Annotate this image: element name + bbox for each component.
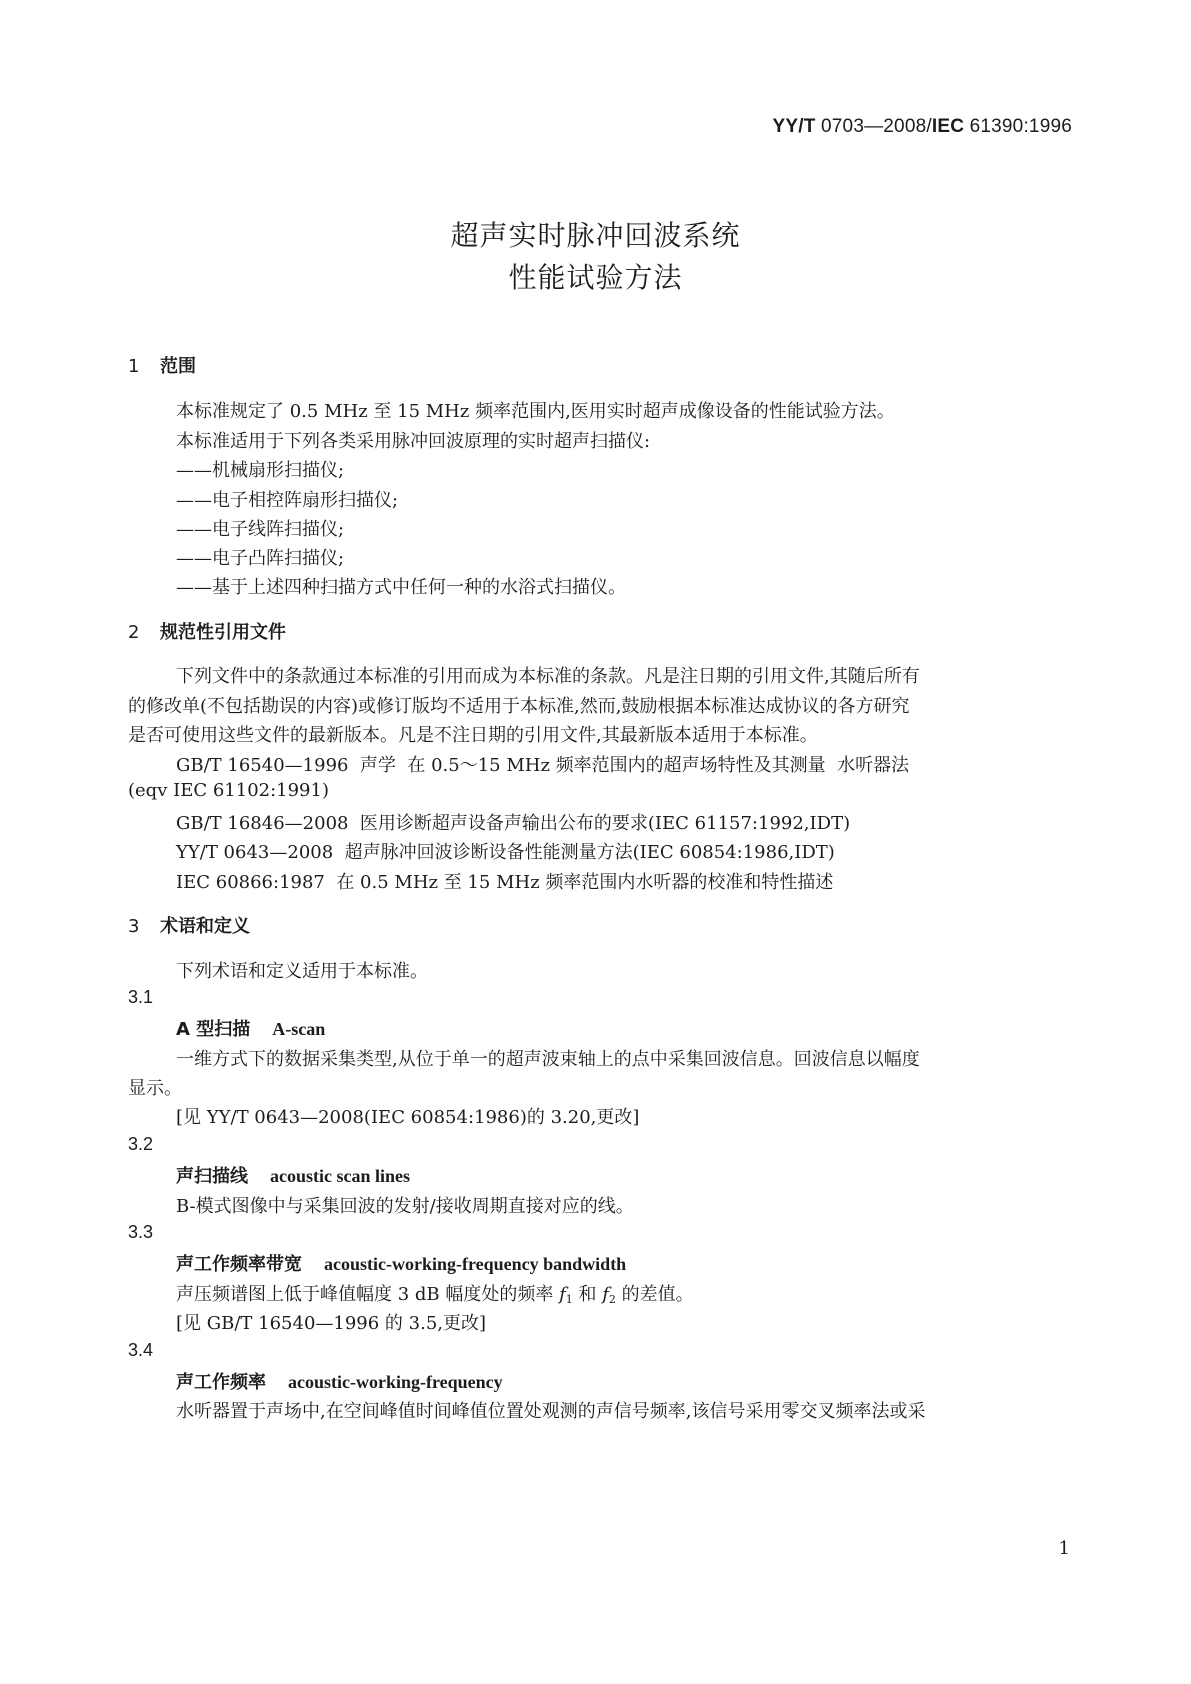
list-item: ——机械扇形扫描仪; xyxy=(176,460,345,481)
reference-entry-continuation: (eqv IEC 61102:1991) xyxy=(128,780,329,801)
frequency-variable: f xyxy=(559,1284,566,1305)
term-zh: 声工作频率 xyxy=(176,1372,266,1393)
list-item: ——电子相控阵扇形扫描仪; xyxy=(176,490,399,511)
clause-number: 3.3 xyxy=(128,1222,154,1242)
term-heading xyxy=(176,1250,626,1276)
reference-entry: GB/T 16540—1996 声学 在 0.5～15 MHz 频率范围内的超声场特性及其测量 水听器法 xyxy=(176,755,910,776)
definition-text: 和 xyxy=(572,1284,603,1305)
term-en: acoustic scan lines xyxy=(270,1166,411,1186)
list-item: ——电子线阵扫描仪; xyxy=(176,519,345,540)
definition-line: 显示。 xyxy=(128,1078,182,1099)
paragraph-line: 的修改单(不包括勘误的内容)或修订版均不适用于本标准,然而,鼓励根据本标准达成协议的各方研究 xyxy=(128,696,910,717)
section-number: 1 xyxy=(128,356,140,377)
section-number: 2 xyxy=(128,622,140,643)
definition-line: 水听器置于声场中,在空间峰值时间峰值位置处观测的声信号频率,该信号采用零交叉频率法或采 xyxy=(176,1401,926,1422)
section-heading-terms xyxy=(128,912,250,938)
document-title-line2: 性能试验方法 xyxy=(508,261,683,294)
paragraph: 本标准规定了 0.5 MHz 至 15 MHz 频率范围内,医用实时超声成像设备的性能试验方法。 xyxy=(176,401,895,422)
definition-line xyxy=(176,1280,694,1306)
page-number: 1 xyxy=(1058,1538,1070,1559)
definition-text: 声压频谱图上低于峰值幅度 3 dB 幅度处的频率 xyxy=(176,1284,560,1305)
term-en: A-scan xyxy=(272,1019,326,1039)
section-heading-scope xyxy=(128,352,196,378)
term-en: acoustic-working-frequency bandwidth xyxy=(324,1254,627,1274)
section-title: 规范性引用文件 xyxy=(160,622,286,643)
definition-note: [见 YY/T 0643—2008(IEC 60854:1986)的 3.20,更改] xyxy=(176,1107,640,1128)
code-prefix: YY/T xyxy=(772,116,816,137)
definition-note: [见 GB/T 16540—1996 的 3.5,更改] xyxy=(176,1313,487,1334)
term-heading xyxy=(176,1368,503,1394)
section-number: 3 xyxy=(128,916,140,937)
section-title: 范围 xyxy=(160,356,196,377)
clause-number: 3.1 xyxy=(128,987,154,1007)
reference-entry: GB/T 16846—2008 医用诊断超声设备声输出公布的要求(IEC 61157:1992,IDT) xyxy=(176,813,851,834)
paragraph-line: 是否可使用这些文件的最新版本。凡是不注日期的引用文件,其最新版本适用于本标准。 xyxy=(128,725,818,746)
term-heading xyxy=(176,1015,325,1041)
paragraph: 下列术语和定义适用于本标准。 xyxy=(176,961,428,982)
reference-entry: IEC 60866:1987 在 0.5 MHz 至 15 MHz 频率范围内水听器的校准和特性描述 xyxy=(176,872,834,893)
definition-line: B-模式图像中与采集回波的发射/接收周期直接对应的线。 xyxy=(176,1196,634,1217)
list-item: ——基于上述四种扫描方式中任何一种的水浴式扫描仪。 xyxy=(176,577,626,598)
standard-code-header xyxy=(560,116,1072,138)
section-title: 术语和定义 xyxy=(160,916,250,937)
paragraph: 本标准适用于下列各类采用脉冲回波原理的实时超声扫描仪: xyxy=(176,431,651,452)
document-title-line1: 超声实时脉冲回波系统 xyxy=(450,219,741,252)
definition-text: 的差值。 xyxy=(615,1284,694,1305)
clause-number: 3.2 xyxy=(128,1134,154,1154)
term-zh: 声工作频率带宽 xyxy=(176,1254,302,1275)
code-iec: IEC xyxy=(931,116,965,137)
term-en: acoustic-working-frequency xyxy=(288,1372,503,1392)
term-heading xyxy=(176,1162,410,1188)
frequency-variable: f xyxy=(602,1284,609,1305)
term-zh: 声扫描线 xyxy=(176,1166,248,1187)
code-tail: 61390:1996 xyxy=(969,116,1072,137)
definition-line: 一维方式下的数据采集类型,从位于单一的超声波束轴上的点中采集回波信息。回波信息以幅度 xyxy=(176,1049,920,1070)
section-heading-normative-references xyxy=(128,618,286,644)
subscript: 1 xyxy=(565,1293,573,1306)
paragraph-line: 下列文件中的条款通过本标准的引用而成为本标准的条款。凡是注日期的引用文件,其随后所有 xyxy=(176,666,920,687)
clause-number: 3.4 xyxy=(128,1340,154,1360)
subscript: 2 xyxy=(608,1293,616,1306)
list-item: ——电子凸阵扫描仪; xyxy=(176,548,345,569)
reference-entry: YY/T 0643—2008 超声脉冲回波诊断设备性能测量方法(IEC 60854:1986,IDT) xyxy=(176,842,835,863)
term-zh: A 型扫描 xyxy=(176,1019,251,1040)
code-number: 0703—2008/ xyxy=(821,116,932,137)
